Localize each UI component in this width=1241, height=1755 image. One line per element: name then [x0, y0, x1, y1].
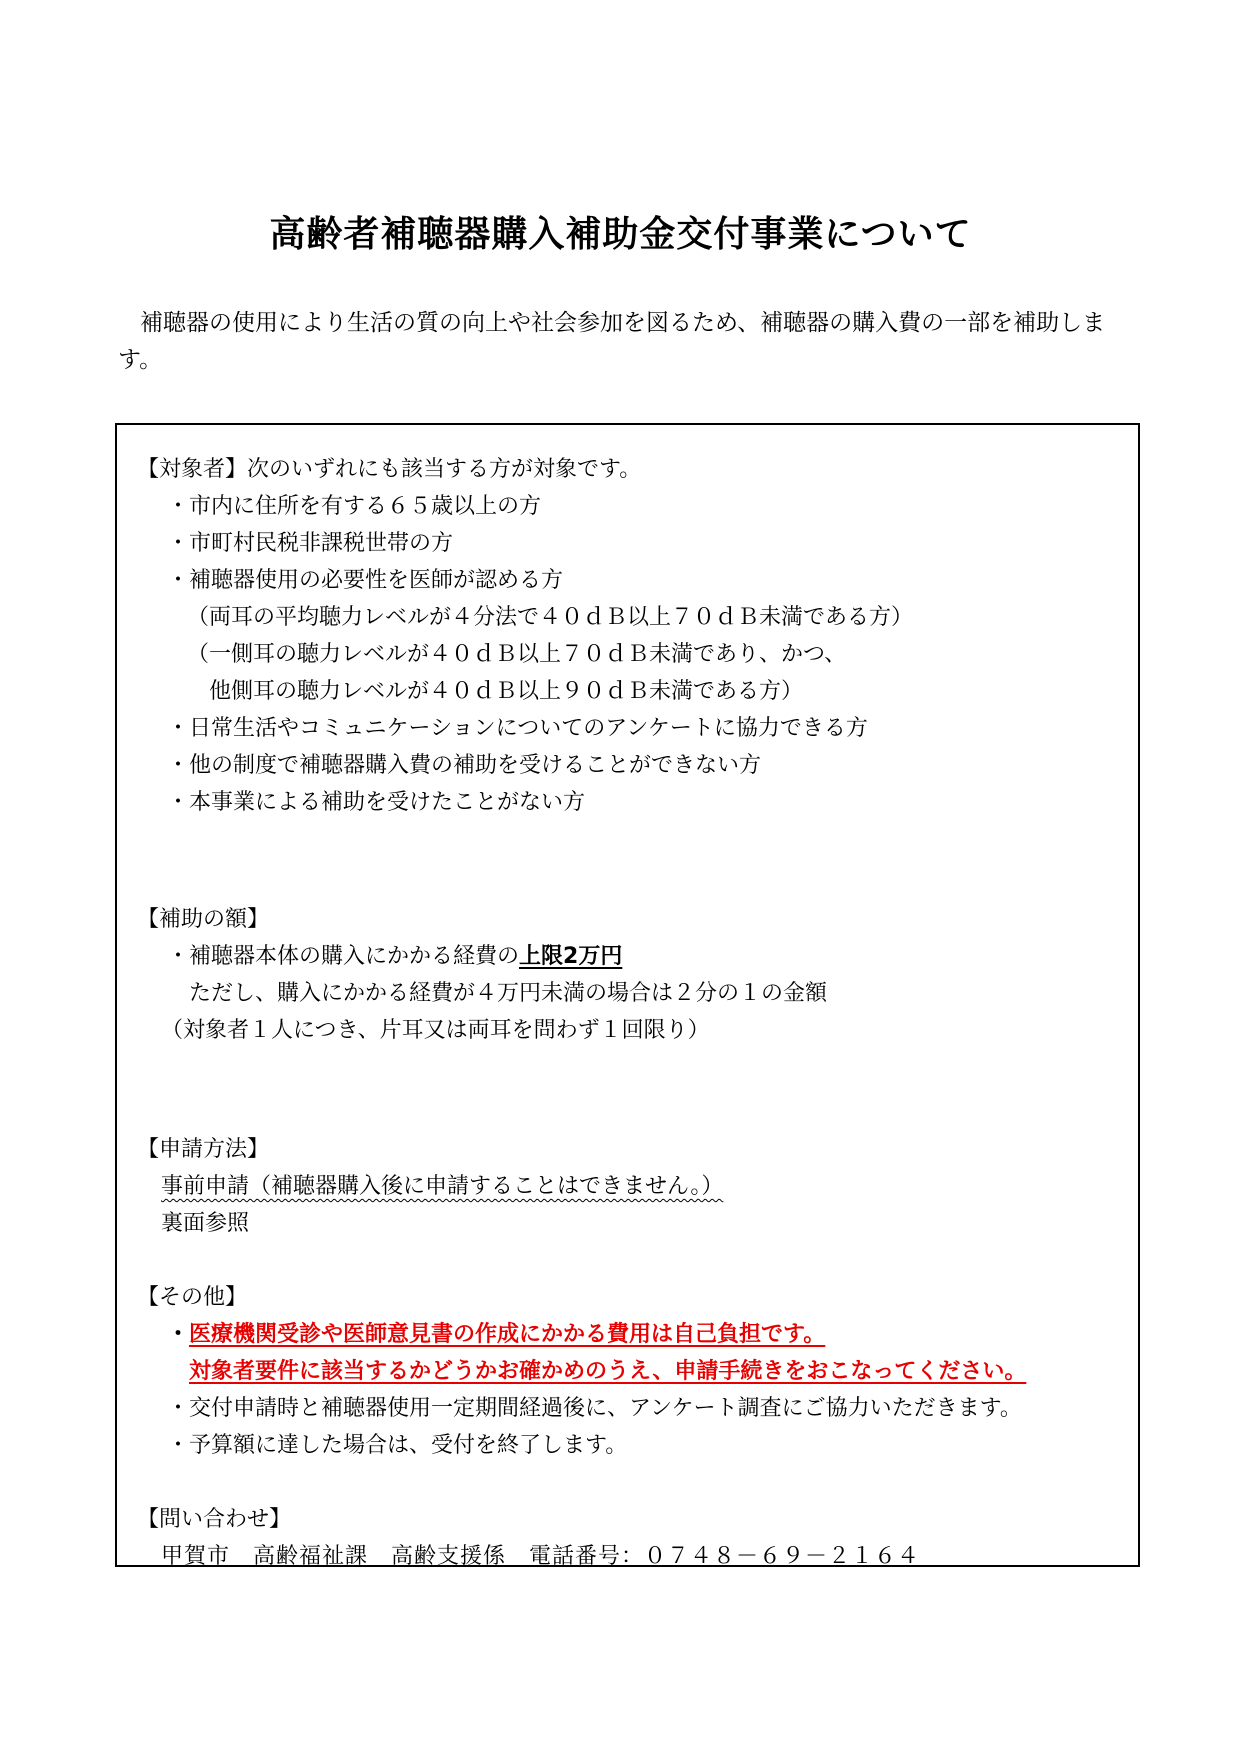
target-item: ・日常生活やコミュニケーションについてのアンケートに協力できる方 — [167, 716, 868, 741]
apply-heading: 【申請方法】 — [137, 1137, 270, 1162]
amount-line: （対象者１人につき、片耳又は両耳を問わず１回限り） — [161, 1018, 710, 1043]
target-note: （両耳の平均聴力レベルが４分法で４０ｄＢ以上７０ｄＢ未満である方） — [187, 605, 914, 630]
other-bullet: ・ — [167, 1322, 190, 1347]
target-item: ・本事業による補助を受けたことがない方 — [167, 790, 586, 815]
amount-line-prefix: ・補聴器本体の購入にかかる経費の — [167, 944, 520, 969]
other-red-text: 医療機関受診や医師意見書の作成にかかる費用は自己負担です。 — [189, 1322, 826, 1347]
page-title: 高齢者補聴器購入補助金交付事業について — [269, 214, 972, 255]
other-red-line — [167, 1320, 825, 1350]
other-red-line: 対象者要件に該当するかどうかお確かめのうえ、申請手続きをおこなってください。 — [189, 1359, 1027, 1384]
amount-heading: 【補助の額】 — [137, 907, 270, 932]
intro-paragraph: 補聴器の使用により生活の質の向上や社会参加を図るため、補聴器の購入費の一部を補助します。 — [118, 310, 1106, 373]
amount-limit: 上限2万円 — [519, 944, 623, 969]
amount-line: ただし、購入にかかる経費が４万円未満の場合は２分の１の金額 — [189, 981, 828, 1006]
target-item: ・市町村民税非課税世帯の方 — [167, 531, 454, 556]
info-box — [115, 423, 1140, 1567]
target-item: ・他の制度で補聴器購入費の補助を受けることができない方 — [167, 753, 762, 778]
target-heading: 【対象者】次のいずれにも該当する方が対象です。 — [137, 457, 642, 482]
apply-line: 事前申請（補聴器購入後に申請することはできません。） — [161, 1174, 724, 1199]
other-line: ・予算額に達した場合は、受付を終了します。 — [167, 1433, 628, 1458]
target-note: 他側耳の聴力レベルが４０ｄＢ以上９０ｄＢ未満である方） — [209, 679, 804, 704]
amount-line — [167, 942, 622, 972]
other-line: ・交付申請時と補聴器使用一定期間経過後に、アンケート調査にご協力いただきます。 — [167, 1396, 1022, 1421]
contact-heading: 【問い合わせ】 — [137, 1507, 292, 1532]
target-item: ・補聴器使用の必要性を医師が認める方 — [167, 568, 564, 593]
other-heading: 【その他】 — [137, 1285, 248, 1310]
target-note: （一側耳の聴力レベルが４０ｄＢ以上７０ｄＢ未満であり、かつ、 — [187, 642, 847, 667]
contact-line: 甲賀市 高齢福祉課 高齢支援係 電話番号：０７４８－６９－２１６４ — [161, 1544, 921, 1569]
target-item: ・市内に住所を有する６５歳以上の方 — [167, 494, 542, 519]
apply-line: 裏面参照 — [161, 1211, 250, 1236]
